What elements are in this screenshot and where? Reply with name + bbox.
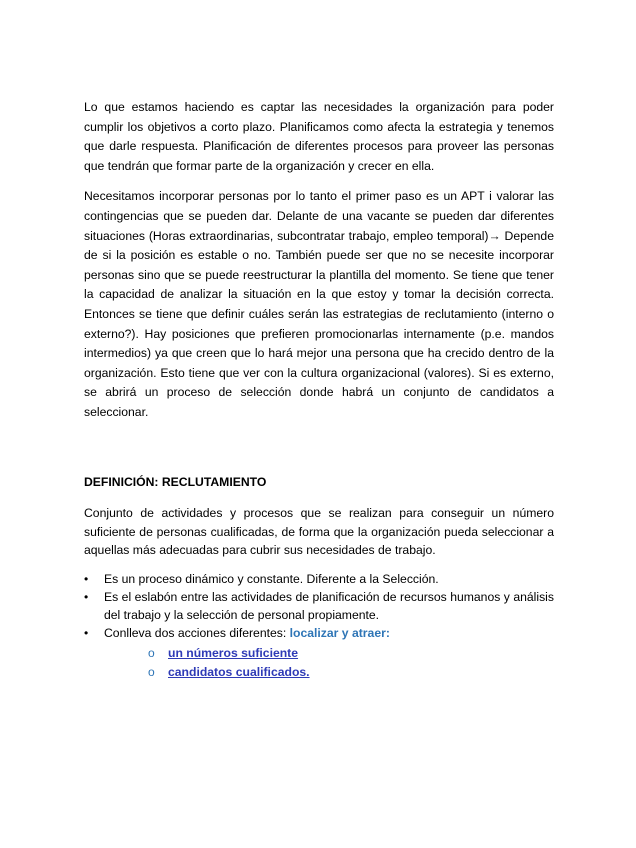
list-item (84, 625, 554, 682)
list-item (84, 571, 554, 589)
sub-list-link[interactable]: candidatos cualificados. (168, 664, 310, 679)
paragraph-intro: Lo que estamos haciendo es captar las necesidades la organización para poder cumplir los objetivos a corto plazo. Planificamos como afecta la estrategia y tenemos que darle respuesta. Planificación de diferentes procesos para proveer las personas que tendrán que formar parte de la organización y crecer en ella. (84, 100, 554, 173)
sub-bullet-icon: o (148, 645, 155, 660)
sub-bullet-icon: o (148, 664, 155, 679)
sub-list-link[interactable]: un números suficiente (168, 645, 299, 660)
sub-list-item (124, 644, 554, 663)
bullet-list (84, 571, 554, 682)
sub-bullet-list (104, 644, 554, 682)
bullet-icon: • (84, 590, 89, 605)
paragraph-incorporation: Necesitamos incorporar personas por lo tanto el primer paso es un APT i valorar las contingencias que se pueden dar. Delante de una vacante se pueden dar diferentes situaciones (Horas extraordinarias, subcontratar trabajo, empleo temporal)→ Depende de si la posición es estable o no. También puede ser que no se necesite incorporar personas sino que se puede reestructurar la plantilla del momento. Se tiene que tener la capacidad de analizar la situación en la que estoy y tomar la decisión correcta. Entonces se tiene que definir cuáles serán las estrategias de reclutamiento (interno o externo?). Hay posiciones que prefieren promocionarlas internamente (p.e. mandos intermedios) ya que creen que lo hará mejor una persona que ha crecido dentro de la organización. Esto tiene que ver con la cultura organizacional (valores). Si es externo, se abrirá un proceso de selección donde habrá un conjunto de candidatos a seleccionar. (84, 189, 554, 419)
bullet-icon: • (84, 626, 89, 641)
list-item-text: Es el eslabón entre las actividades de planificación de recursos humanos y análisis del trabajo y la selección de personal propiamente. (104, 590, 554, 622)
bullet-icon: • (84, 571, 89, 586)
highlight-text: localizar y atraer: (289, 626, 390, 641)
definition-paragraph: Conjunto de actividades y procesos que se realizan para conseguir un número suficiente de personas cualificadas, de forma que la organización pueda seleccionar a aquellas más adecuadas para cubrir sus necesidades de trabajo. (84, 506, 554, 558)
sub-list-item (124, 663, 554, 682)
document-body (84, 98, 554, 683)
list-item (84, 589, 554, 624)
list-item-text: Conlleva dos acciones diferentes: (104, 626, 290, 641)
list-item-text: Es un proceso dinámico y constante. Diferente a la Selección. (104, 571, 439, 586)
section-heading: DEFINICIÓN: RECLUTAMIENTO (84, 474, 267, 489)
